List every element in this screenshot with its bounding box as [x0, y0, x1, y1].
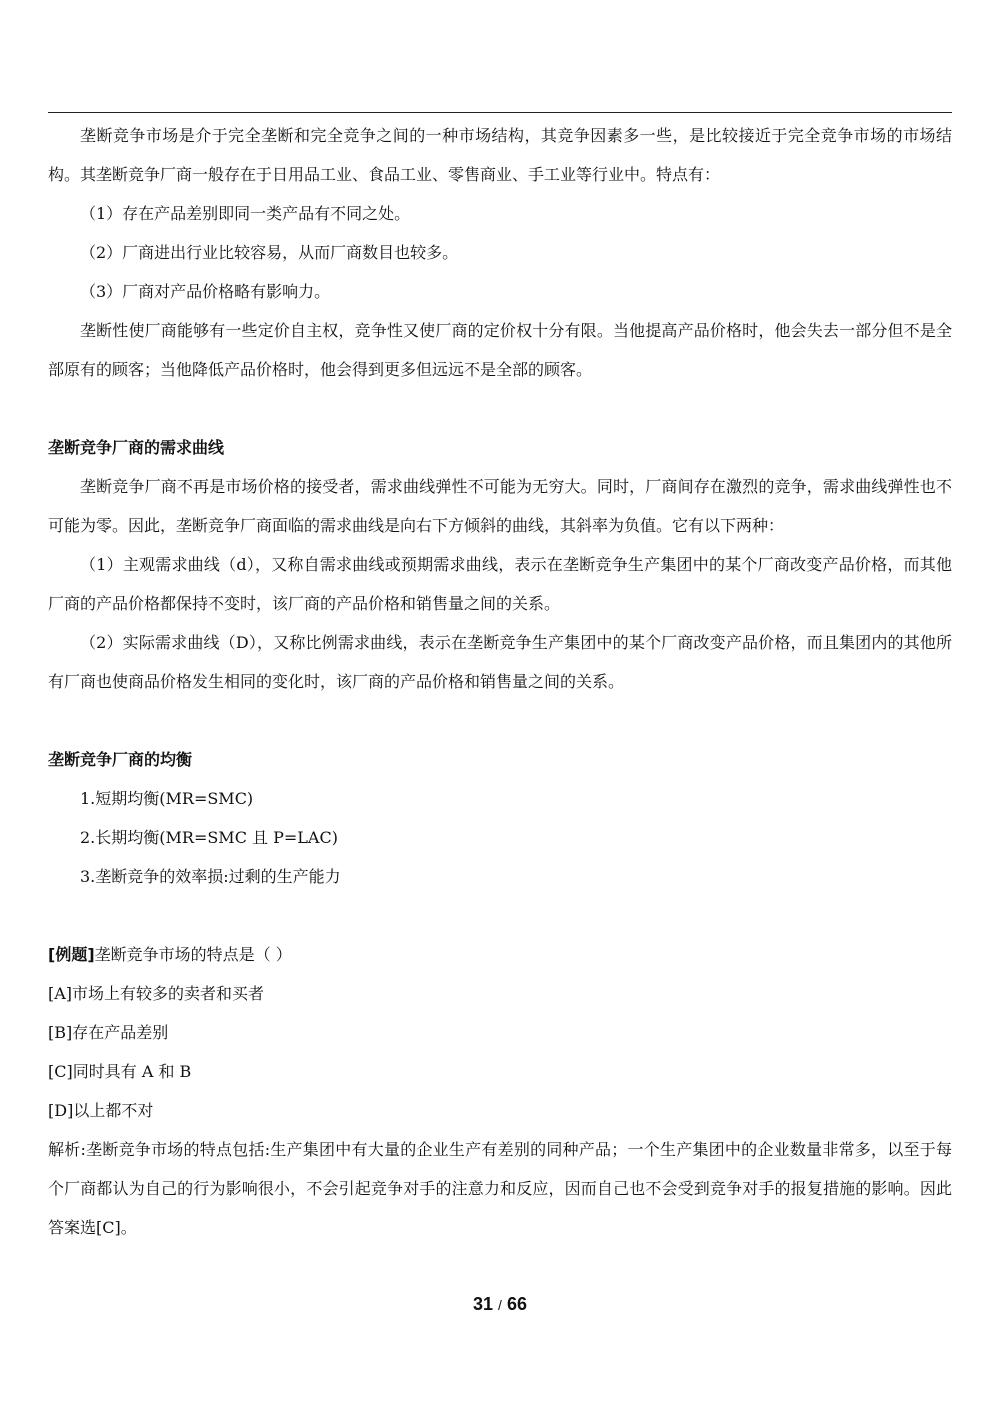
equilibrium-list [48, 779, 952, 896]
example-block [48, 935, 952, 1247]
example-analysis: 解析:垄断竞争市场的特点包括:生产集团中有大量的企业生产有差别的同种产品；一个生产集团中的企业数量非常多，以至于每个厂商都认为自己的行为影响很小，不会引起竞争对手的注意力和反应，因而自己也不会受到竞争对手的报复措施的影响。因此答案选[C]。 [48, 1140, 952, 1237]
option-b: [B]存在产品差别 [48, 1023, 169, 1042]
example-label: [例题] [48, 945, 95, 964]
feature-item-1: （1）存在产品差别即同一类产品有不同之处。 [80, 204, 411, 223]
page-separator: / [498, 1297, 502, 1313]
example-question-text: 垄断竞争市场的特点是（ ） [94, 945, 292, 964]
intro-paragraph-1: 垄断竞争市场是介于完全垄断和完全竞争之间的一种市场结构，其竞争因素多一些，是比较接近于完全竞争市场的市场结构。其垄断竞争厂商一般存在于日用品工业、食品工业、零售商业、手工业等行业中。特点有： [48, 126, 952, 184]
option-d: [D]以上都不对 [48, 1101, 154, 1120]
feature-item-2: （2）厂商进出行业比较容易，从而厂商数目也较多。 [80, 243, 459, 262]
page-content [48, 116, 952, 1247]
equilibrium-item-2: 2.长期均衡(MR=SMC 且 P=LAC) [80, 828, 338, 847]
section-heading-demand: 垄断竞争厂商的需求曲线 [48, 438, 225, 457]
example-question [48, 935, 952, 974]
option-a: [A]市场上有较多的卖者和买者 [48, 984, 265, 1003]
page-total: 66 [506, 1294, 527, 1314]
section-heading-equilibrium: 垄断竞争厂商的均衡 [48, 750, 193, 769]
page-number [0, 1294, 1000, 1315]
demand-item-1: （1）主观需求曲线（d），又称自需求曲线或预期需求曲线，表示在垄断竞争生产集团中的某个厂商改变产品价格，而其他厂商的产品价格都保持不变时，该厂商的产品价格和销售量之间的关系。 [48, 555, 952, 613]
page-current: 31 [473, 1294, 494, 1314]
equilibrium-item-1: 1.短期均衡(MR=SMC) [80, 789, 254, 808]
intro-paragraph-2: 垄断性使厂商能够有一些定价自主权，竞争性又使厂商的定价权十分有限。当他提高产品价格时，他会失去一部分但不是全部原有的顾客；当他降低产品价格时，他会得到更多但远远不是全部的顾客。 [48, 321, 952, 379]
demand-paragraph: 垄断竞争厂商不再是市场价格的接受者，需求曲线弹性不可能为无穷大。同时，厂商间存在激烈的竞争，需求曲线弹性也不可能为零。因此，垄断竞争厂商面临的需求曲线是向右下方倾斜的曲线，其斜率为负值。它有以下两种： [48, 477, 952, 535]
feature-item-3: （3）厂商对产品价格略有影响力。 [80, 282, 331, 301]
equilibrium-item-3: 3.垄断竞争的效率损:过剩的生产能力 [80, 867, 341, 886]
header-rule [48, 112, 952, 113]
option-c: [C]同时具有 A 和 B [48, 1062, 192, 1081]
demand-item-2: （2）实际需求曲线（D），又称比例需求曲线，表示在垄断竞争生产集团中的某个厂商改变产品价格，而且集团内的其他所有厂商也使商品价格发生相同的变化时，该厂商的产品价格和销售量之间的关系。 [48, 633, 952, 691]
